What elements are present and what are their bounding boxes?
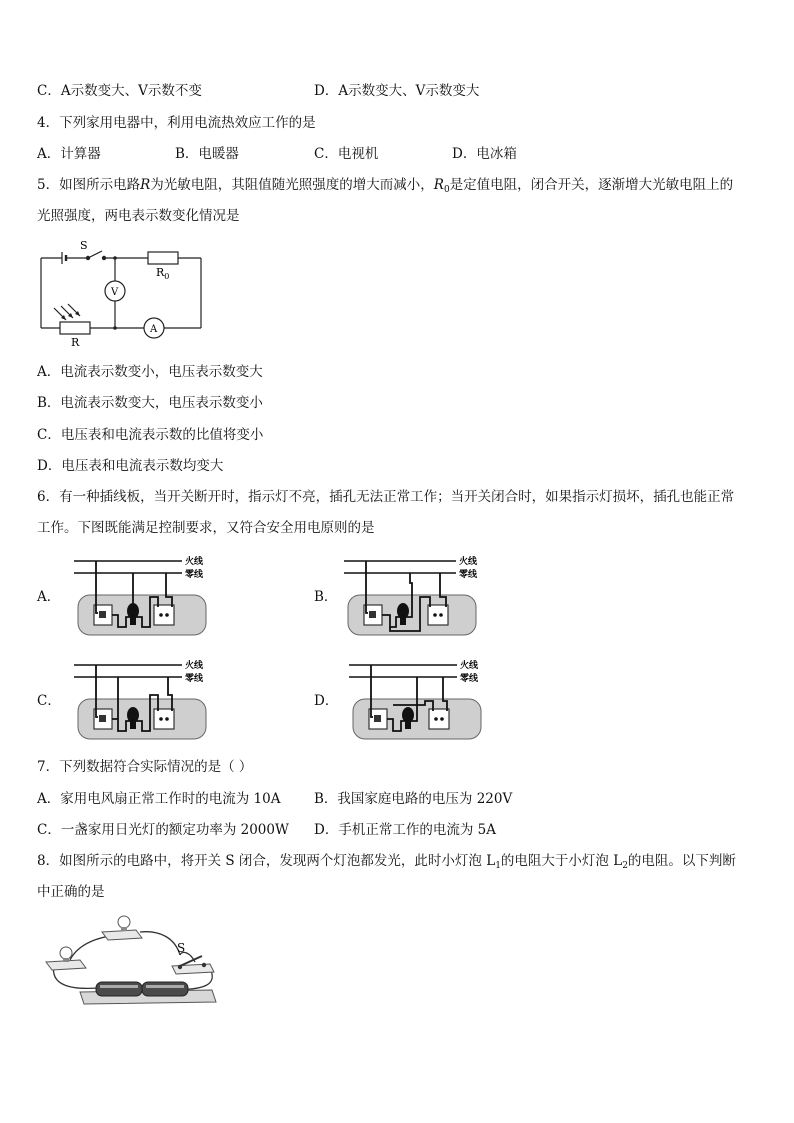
r-label: R xyxy=(71,336,80,348)
q5-option-d: D．电压表和电流表示数均变大 xyxy=(37,458,224,474)
q5-circuit-diagram xyxy=(30,238,220,348)
q7-stem: 7．下列数据符合实际情况的是（ ） xyxy=(37,759,253,775)
q4-stem: 4．下列家用电器中，利用电流热效应工作的是 xyxy=(37,115,316,131)
r0-label: $R_0$ xyxy=(156,266,170,281)
live-wire-label: 火线 xyxy=(185,557,204,567)
q3-option-d: D．A示数变大、V示数变大 xyxy=(314,83,480,99)
q6-option-a: A． xyxy=(37,589,61,605)
q6-diagram-c xyxy=(70,657,220,745)
q7-option-b: B．我国家庭电路的电压为 220V xyxy=(314,791,513,807)
voltmeter-label: V xyxy=(111,287,119,298)
q6-diagram-d xyxy=(345,657,495,745)
q8-circuit-photo xyxy=(40,910,220,1010)
q6-diagram-a xyxy=(70,553,220,641)
neutral-wire-label: 零线 xyxy=(460,674,479,684)
q5-stem-line1: 5．如图所示电路R为光敏电阻，其阻值随光照强度的增大而减小，$R_0$是定值电阻，闭合开关，逐渐增大光敏电阻上的 xyxy=(37,177,734,195)
q7-option-d: D．手机正常工作的电流为 5A xyxy=(314,822,496,838)
q8-stem-line2: 中正确的是 xyxy=(37,884,105,900)
q4-option-d: D．电冰箱 xyxy=(452,146,517,162)
q6-option-c: C． xyxy=(37,693,61,709)
live-wire-label: 火线 xyxy=(460,661,479,671)
q5-option-c: C．电压表和电流表示数的比值将变小 xyxy=(37,427,264,443)
q7-option-a: A．家用电风扇正常工作时的电流为 10A xyxy=(37,791,281,807)
q6-option-b: B． xyxy=(314,589,338,605)
q8-switch-label: S xyxy=(177,941,186,955)
q4-option-b: B．电暖器 xyxy=(175,146,239,162)
q4-option-c: C．电视机 xyxy=(314,146,379,162)
q4-option-a: A．计算器 xyxy=(37,146,101,162)
switch-label: S xyxy=(80,239,88,252)
ammeter-label: A xyxy=(150,324,158,335)
q5-stem-line2: 光照强度，两电表示数变化情况是 xyxy=(37,208,240,224)
q6-option-d: D． xyxy=(314,693,339,709)
q6-diagram-b xyxy=(340,553,490,641)
q5-option-b: B．电流表示数变大，电压表示数变小 xyxy=(37,395,263,411)
q5-option-a: A．电流表示数变小，电压表示数变大 xyxy=(37,364,263,380)
q6-stem-line1: 6．有一种插线板，当开关断开时，指示灯不亮，插孔无法正常工作；当开关闭合时，如果指示灯损坏，插孔也能正常 xyxy=(37,489,735,505)
neutral-wire-label: 零线 xyxy=(185,674,204,684)
neutral-wire-label: 零线 xyxy=(185,570,204,580)
live-wire-label: 火线 xyxy=(459,557,478,567)
q7-option-c: C．一盏家用日光灯的额定功率为 2000W xyxy=(37,822,289,838)
q3-option-c: C．A示数变大、V示数不变 xyxy=(37,83,202,99)
live-wire-label: 火线 xyxy=(185,661,204,671)
neutral-wire-label: 零线 xyxy=(459,570,478,580)
q8-stem-line1: 8．如图所示的电路中，将开关 S 闭合，发现两个灯泡都发光，此时小灯泡 $L_1$的电阻大于小灯泡 $L_2$的电阻。以下判断 xyxy=(37,853,736,871)
q6-stem-line2: 工作。下图既能满足控制要求，又符合安全用电原则的是 xyxy=(37,520,375,536)
